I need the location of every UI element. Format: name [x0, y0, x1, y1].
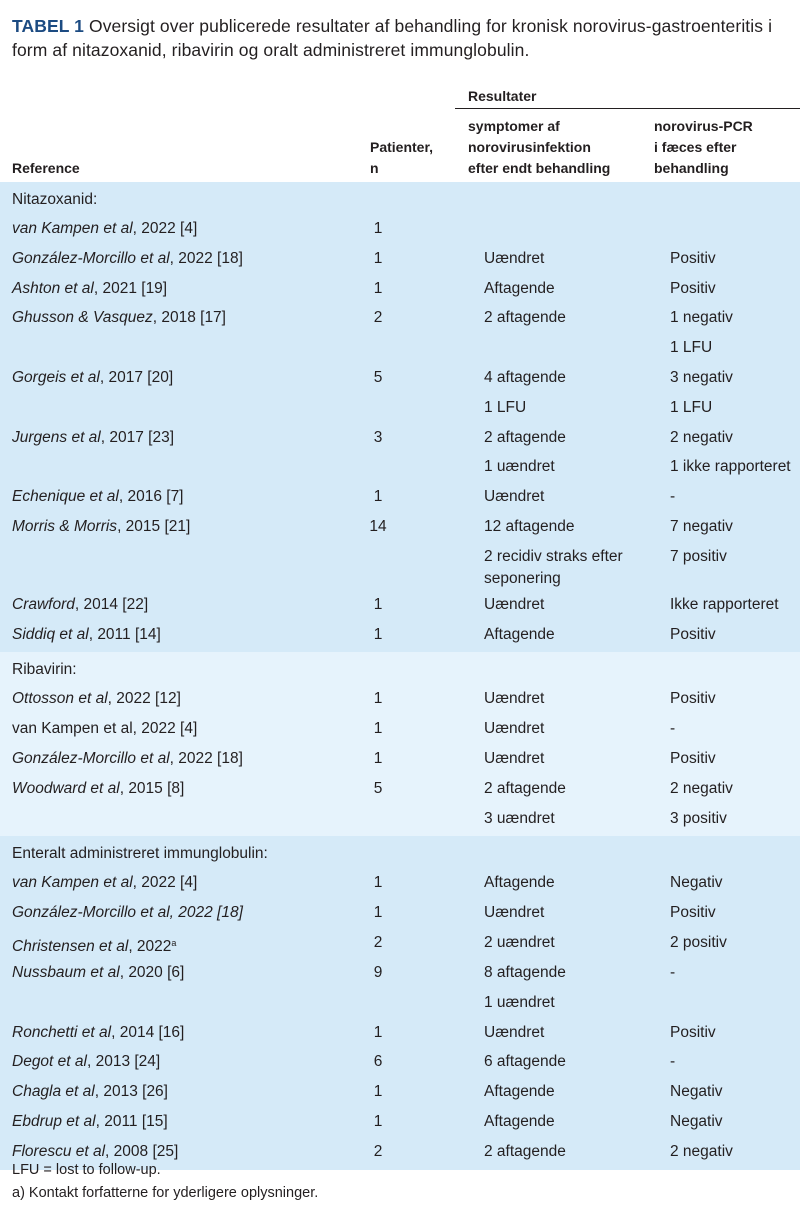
- pcr-cell: 2 negativ: [670, 779, 733, 797]
- pcr-cell: 2 negativ: [670, 1142, 733, 1160]
- results-group-header: Resultater: [468, 88, 537, 104]
- pcr-cell: Positiv: [670, 904, 716, 922]
- header-reference-text: Reference: [12, 160, 80, 176]
- reference-detail: , 2022 [12]: [107, 690, 181, 708]
- author-name: Nussbaum et al: [12, 963, 120, 981]
- pcr-cell: Positiv: [670, 249, 716, 267]
- reference-cell: [0, 590, 352, 620]
- reference-detail: , 2020 [6]: [119, 963, 185, 981]
- author-name: Degot et al: [12, 1053, 87, 1071]
- reference-detail: , 2013 [26]: [94, 1083, 168, 1101]
- reference-detail: , 2014 [22]: [74, 595, 149, 613]
- symptoms-cell: Uændret: [484, 749, 545, 767]
- reference-cell: [0, 512, 352, 542]
- table-section: [0, 652, 800, 836]
- column-header-symptoms: [468, 116, 610, 179]
- pcr-cell: Negativ: [670, 874, 723, 892]
- pcr-cell: -: [670, 720, 676, 738]
- patients-cell: 6: [373, 1053, 383, 1071]
- reference-cell: [0, 393, 352, 423]
- table-row: [0, 684, 800, 714]
- patients-cell: 2: [373, 309, 383, 327]
- author-name: González-Morcillo et al: [12, 249, 170, 267]
- reference-cell: [0, 868, 352, 898]
- reference-cell: [0, 452, 352, 482]
- symptoms-cell: Aftagende: [484, 874, 555, 892]
- reference-cell: [0, 244, 352, 274]
- reference-cell: [0, 684, 352, 714]
- table-row: [0, 1107, 800, 1137]
- symptoms-cell: 2 aftagende: [484, 779, 566, 797]
- table-row: [0, 482, 800, 512]
- table-row: [0, 333, 800, 363]
- author-name: González-Morcillo et al: [12, 749, 170, 767]
- table-caption: [12, 14, 792, 62]
- table-row: [0, 868, 800, 898]
- author-name: Ghusson & Vasquez: [12, 309, 153, 327]
- reference-cell: [0, 714, 352, 744]
- pcr-cell: 1 LFU: [670, 339, 713, 357]
- pcr-cell: [670, 988, 800, 1018]
- patients-cell: 9: [373, 963, 383, 981]
- author-name: Crawford: [12, 595, 75, 613]
- table-body: [0, 182, 800, 1170]
- table-row: [0, 744, 800, 774]
- pcr-cell: 7 negativ: [670, 517, 733, 535]
- symptoms-cell: Uændret: [484, 690, 545, 708]
- patients-cell: 1: [373, 1083, 383, 1101]
- table-label: TABEL 1: [12, 16, 85, 36]
- reference-detail: , 2008 [25]: [105, 1142, 179, 1160]
- header-patients-line: n: [370, 160, 379, 176]
- reference-cell: [0, 620, 352, 650]
- symptoms-cell: 4 aftagende: [484, 368, 566, 386]
- patients-cell: 1: [373, 220, 383, 237]
- pcr-cell: 2 negativ: [670, 428, 733, 446]
- reference-cell: [0, 333, 352, 363]
- patients-cell: 1: [373, 1112, 383, 1130]
- reference-detail: , 2011 [14]: [88, 625, 161, 643]
- table-row: [0, 714, 800, 744]
- reference-cell: [0, 274, 352, 304]
- table-row: [0, 274, 800, 304]
- column-header-pcr: [654, 116, 753, 179]
- reference-cell: [0, 898, 352, 928]
- table-row: [0, 958, 800, 988]
- symptoms-cell: 6 aftagende: [484, 1053, 566, 1071]
- patients-cell: 1: [373, 874, 383, 892]
- patients-cell: 1: [373, 488, 383, 506]
- author-name: Chagla et al: [12, 1083, 95, 1101]
- patients-cell: 1: [373, 904, 383, 922]
- reference-detail: , 2013 [24]: [86, 1053, 161, 1071]
- table-row: [0, 244, 800, 274]
- header-symptoms-line: symptomer af: [468, 118, 560, 134]
- symptoms-cell: 2 aftagende: [484, 1142, 566, 1160]
- pcr-cell: 1 negativ: [670, 309, 733, 327]
- reference-detail: , 2017 [20]: [99, 368, 174, 386]
- symptoms-cell: [400, 333, 670, 363]
- patients-cell: 1: [373, 720, 383, 738]
- footnote-lfu: LFU = lost to follow-up.: [12, 1162, 161, 1178]
- author-name: Florescu et al: [12, 1142, 106, 1160]
- symptoms-cell: Aftagende: [484, 625, 555, 643]
- author-name: Ottosson et al: [12, 690, 108, 708]
- patients-cell: 1: [373, 595, 383, 613]
- author-name: Woodward et al: [12, 779, 120, 797]
- header-symptoms-line: norovirusinfektion: [468, 139, 591, 155]
- pcr-cell: -: [670, 1053, 676, 1071]
- patients-cell: [352, 804, 400, 834]
- symptoms-cell: 1 LFU: [484, 398, 527, 416]
- reference-detail: , 2022 [4]: [132, 874, 198, 892]
- author-name: Ronchetti et al: [12, 1023, 112, 1041]
- reference-cell: [0, 363, 352, 393]
- patients-cell: [352, 988, 400, 1018]
- reference-detail: , 2015 [8]: [119, 779, 185, 797]
- table-section: [0, 182, 800, 652]
- patients-cell: 1: [373, 249, 383, 267]
- group-heading: Nitazoxanid:: [12, 191, 98, 208]
- header-pcr-line: norovirus-PCR: [654, 118, 753, 134]
- reference-cell: [0, 804, 352, 834]
- pcr-cell: 7 positiv: [670, 547, 727, 565]
- table-row: [0, 1047, 800, 1077]
- pcr-cell: -: [670, 488, 676, 506]
- group-heading: Ribavirin:: [12, 661, 77, 679]
- symptoms-cell: 8 aftagende: [484, 963, 566, 981]
- header-pcr-line: i fæces efter: [654, 139, 737, 155]
- pcr-cell: 1 ikke rapporteret: [670, 458, 791, 476]
- pcr-cell: Positiv: [670, 625, 716, 643]
- pcr-cell: 1 LFU: [670, 398, 713, 416]
- table-row: [0, 512, 800, 542]
- table-row: [0, 804, 800, 834]
- reference-detail: , 2017 [23]: [100, 428, 175, 446]
- reference-detail: van Kampen et al, 2022 [4]: [12, 720, 198, 738]
- reference-cell: [0, 423, 352, 453]
- header-pcr-line: behandling: [654, 160, 729, 176]
- symptoms-cell: Uændret: [484, 249, 545, 267]
- reference-cell: [0, 958, 352, 988]
- reference-detail: , 2016 [7]: [118, 488, 184, 506]
- reference-cell: [0, 482, 352, 512]
- table-row: [0, 423, 800, 453]
- symptoms-cell: Aftagende: [484, 1083, 555, 1101]
- symptoms-cell: 2 aftagende: [484, 309, 566, 327]
- symptoms-cell: 1 uændret: [484, 993, 555, 1011]
- symptoms-cell: [400, 214, 670, 244]
- pcr-cell: Positiv: [670, 1023, 716, 1041]
- author-name: González-Morcillo et al, 2022 [18]: [12, 904, 243, 922]
- symptoms-cell: 2 recidiv straks efter seponering: [484, 547, 623, 587]
- pcr-cell: Negativ: [670, 1083, 723, 1101]
- reference-cell: [0, 542, 352, 590]
- table-row: [0, 363, 800, 393]
- reference-detail: , 2018 [17]: [152, 309, 226, 327]
- table-section: [0, 836, 800, 1169]
- reference-cell: [0, 744, 352, 774]
- pcr-cell: Positiv: [670, 749, 716, 767]
- table-row: [0, 988, 800, 1018]
- symptoms-cell: 12 aftagende: [484, 517, 575, 535]
- reference-cell: [0, 988, 352, 1018]
- reference-detail: , 2022 [18]: [169, 249, 243, 267]
- symptoms-cell: Uændret: [484, 904, 545, 922]
- patients-cell: 1: [373, 690, 383, 708]
- table-row: [0, 774, 800, 804]
- pcr-cell: [670, 214, 800, 244]
- table-footer: [0, 1159, 800, 1205]
- symptoms-cell: 1 uændret: [484, 458, 555, 476]
- reference-cell: [0, 774, 352, 804]
- reference-cell: [0, 1077, 352, 1107]
- pcr-cell: Negativ: [670, 1112, 723, 1130]
- patients-cell: 3: [373, 428, 383, 446]
- symptoms-cell: Uændret: [484, 1023, 545, 1041]
- table-row: [0, 590, 800, 620]
- pcr-cell: 3 positiv: [670, 809, 727, 827]
- table-row: [0, 1077, 800, 1107]
- patients-cell: 14: [369, 517, 387, 535]
- reference-cell: [0, 214, 352, 244]
- column-header-reference: [12, 158, 80, 179]
- table-row: [0, 393, 800, 423]
- patients-cell: 1: [373, 1023, 383, 1041]
- table-row: [0, 214, 800, 244]
- reference-detail: , 2022 [18]: [169, 749, 243, 767]
- author-name: Jurgens et al: [12, 428, 101, 446]
- patients-cell: 1: [373, 749, 383, 767]
- patients-cell: 1: [373, 279, 383, 297]
- patients-cell: 5: [373, 779, 383, 797]
- author-name: Christensen et al: [12, 937, 129, 955]
- author-name: Siddiq et al: [12, 625, 89, 643]
- reference-detail: , 2011 [15]: [95, 1112, 168, 1130]
- patients-cell: 5: [373, 368, 383, 386]
- table-row: [0, 303, 800, 333]
- group-heading: Enteralt administreret immunglobulin:: [12, 845, 268, 863]
- symptoms-cell: 3 uændret: [484, 809, 555, 827]
- reference-cell: [0, 1047, 352, 1077]
- header-patients-line: Patienter,: [370, 139, 434, 155]
- patients-cell: [352, 333, 400, 363]
- reference-detail: , 2022 [4]: [132, 220, 198, 237]
- table-row: [0, 452, 800, 482]
- table-row: [0, 898, 800, 928]
- symptoms-cell: 2 uændret: [484, 933, 555, 951]
- symptoms-cell: Aftagende: [484, 1112, 555, 1130]
- footnote-marker: a: [171, 937, 177, 948]
- patients-cell: [352, 542, 400, 590]
- pcr-cell: -: [670, 963, 676, 981]
- author-name: Ashton et al: [12, 279, 94, 297]
- pcr-cell: 3 negativ: [670, 368, 733, 386]
- author-name: van Kampen et al: [12, 874, 133, 892]
- pcr-cell: Ikke rapporteret: [670, 595, 779, 613]
- symptoms-cell: Uændret: [484, 595, 545, 613]
- reference-cell: [0, 303, 352, 333]
- table-row: [0, 928, 800, 958]
- pcr-cell: 2 positiv: [670, 933, 727, 951]
- author-name: Gorgeis et al: [12, 368, 100, 386]
- column-header-patients: [370, 137, 433, 179]
- reference-cell: [0, 1018, 352, 1048]
- reference-cell: [0, 1107, 352, 1137]
- patients-cell: 2: [373, 933, 383, 951]
- author-name: Ebdrup et al: [12, 1112, 96, 1130]
- reference-detail: , 2021 [19]: [93, 279, 168, 297]
- pcr-cell: Positiv: [670, 279, 716, 297]
- reference-detail: , 2015 [21]: [117, 517, 191, 535]
- author-name: van Kampen et al: [12, 220, 133, 237]
- patients-cell: 1: [373, 625, 383, 643]
- reference-cell: [0, 928, 352, 958]
- reference-detail: , 2022: [128, 937, 172, 955]
- patients-cell: [352, 452, 400, 482]
- table-row: [0, 620, 800, 650]
- symptoms-cell: 2 aftagende: [484, 428, 566, 446]
- header-symptoms-line: efter endt behandling: [468, 160, 611, 176]
- results-header-rule: [455, 108, 800, 109]
- pcr-cell: Positiv: [670, 690, 716, 708]
- caption-text: Oversigt over publicerede resultater af behandling for kronisk norovirus-gastroenteritis i form af nitazoxanid, ribavirin og oralt administreret immunglobulin.: [12, 16, 773, 60]
- footnote-a: a) Kontakt forfatterne for yderligere oplysninger.: [12, 1185, 319, 1201]
- symptoms-cell: Aftagende: [484, 279, 555, 297]
- patients-cell: 2: [373, 1142, 383, 1160]
- author-name: Echenique et al: [12, 488, 119, 506]
- table-row: [0, 1018, 800, 1048]
- symptoms-cell: Uændret: [484, 488, 545, 506]
- reference-detail: , 2014 [16]: [111, 1023, 185, 1041]
- author-name: Morris & Morris: [12, 517, 118, 535]
- patients-cell: [352, 393, 400, 423]
- table-row: [0, 542, 800, 590]
- symptoms-cell: Uændret: [484, 720, 545, 738]
